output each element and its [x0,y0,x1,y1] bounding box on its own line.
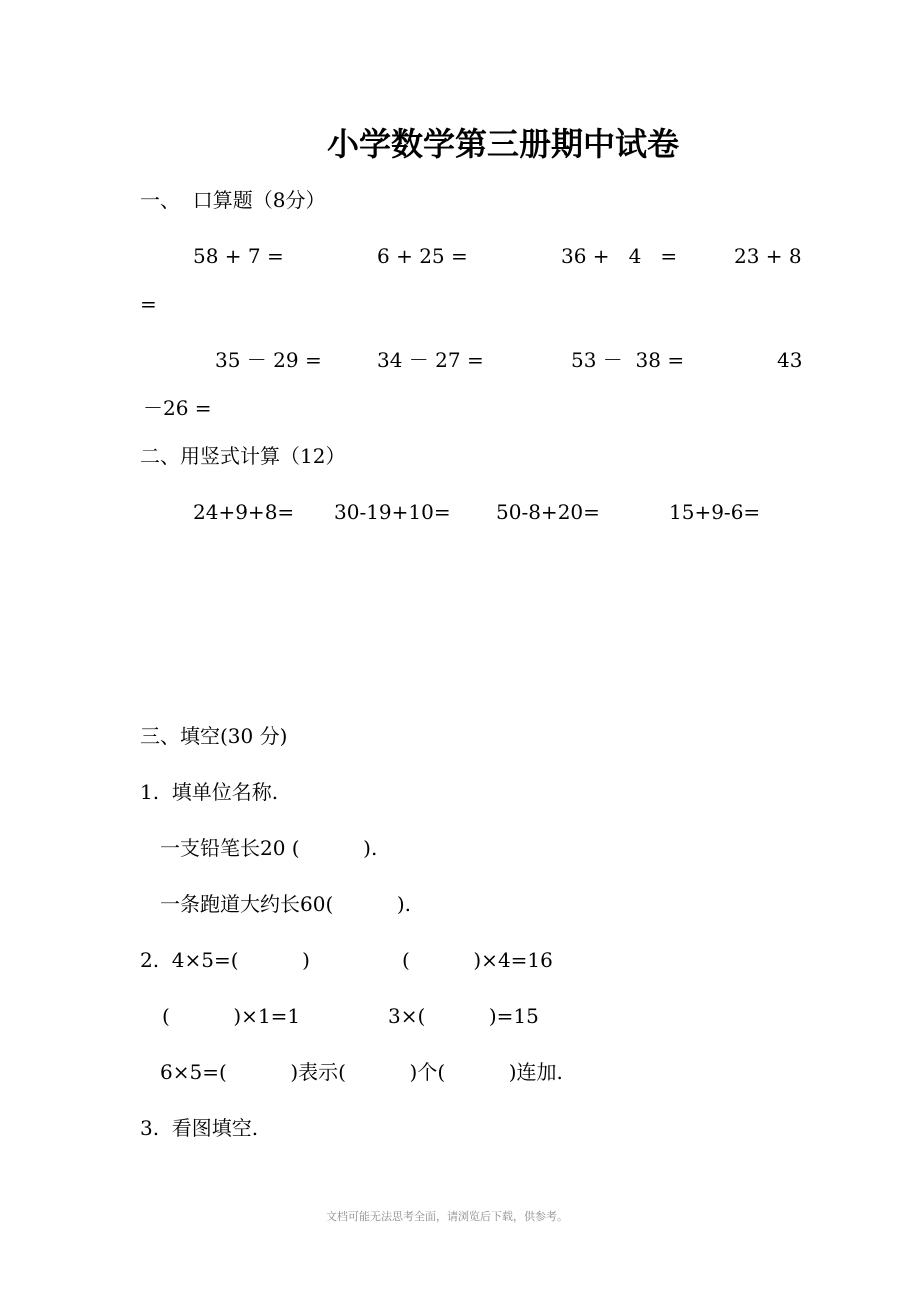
fill-blank-line: 6×5=( )表示( )个( )连加. [160,1060,563,1084]
fill-blank-line: 一支铅笔长20 ( ). [160,836,378,860]
vertical-calc-question: 30-19+10= [334,500,451,524]
oral-question-wrap: = [140,292,157,316]
oral-question: 23 + 8 [734,244,802,268]
page-title: 小学数学第三册期中试卷 [327,125,680,163]
oral-question: 34 － 27 = [377,348,484,372]
section-3-heading: 三、填空(30 分) [140,724,288,748]
question-1-label: 1. 填单位名称. [140,780,279,804]
question-3-label: 3. 看图填空. [140,1116,259,1140]
vertical-calc-question: 15+9-6= [669,500,761,524]
oral-question: 6 + 25 = [377,244,468,268]
fill-blank-line: ( )×4=16 [402,948,553,972]
section-2-heading: 二、用竖式计算（12） [140,444,346,468]
oral-question: 35 － 29 = [215,348,322,372]
page-footer: 文档可能无法思考全面，请浏览后下载，供参考。 [326,1210,568,1223]
section-1-heading: 一、 口算题（8分） [140,188,326,212]
oral-question: 58 + 7 = [193,244,284,268]
vertical-calc-question: 24+9+8= [193,500,295,524]
vertical-calc-question: 50-8+20= [496,500,600,524]
fill-blank-line: 3×( )=15 [388,1004,539,1028]
fill-blank-line: 2. 4×5=( ) [140,948,310,972]
oral-question: 43 [777,348,803,372]
oral-question-wrap: －26 = [143,396,212,420]
oral-question: 36 + 4 = [561,244,678,268]
oral-question: 53 － 38 = [571,348,685,372]
fill-blank-line: 一条跑道大约长60( ). [160,892,411,916]
fill-blank-line: ( )×1=1 [162,1004,301,1028]
